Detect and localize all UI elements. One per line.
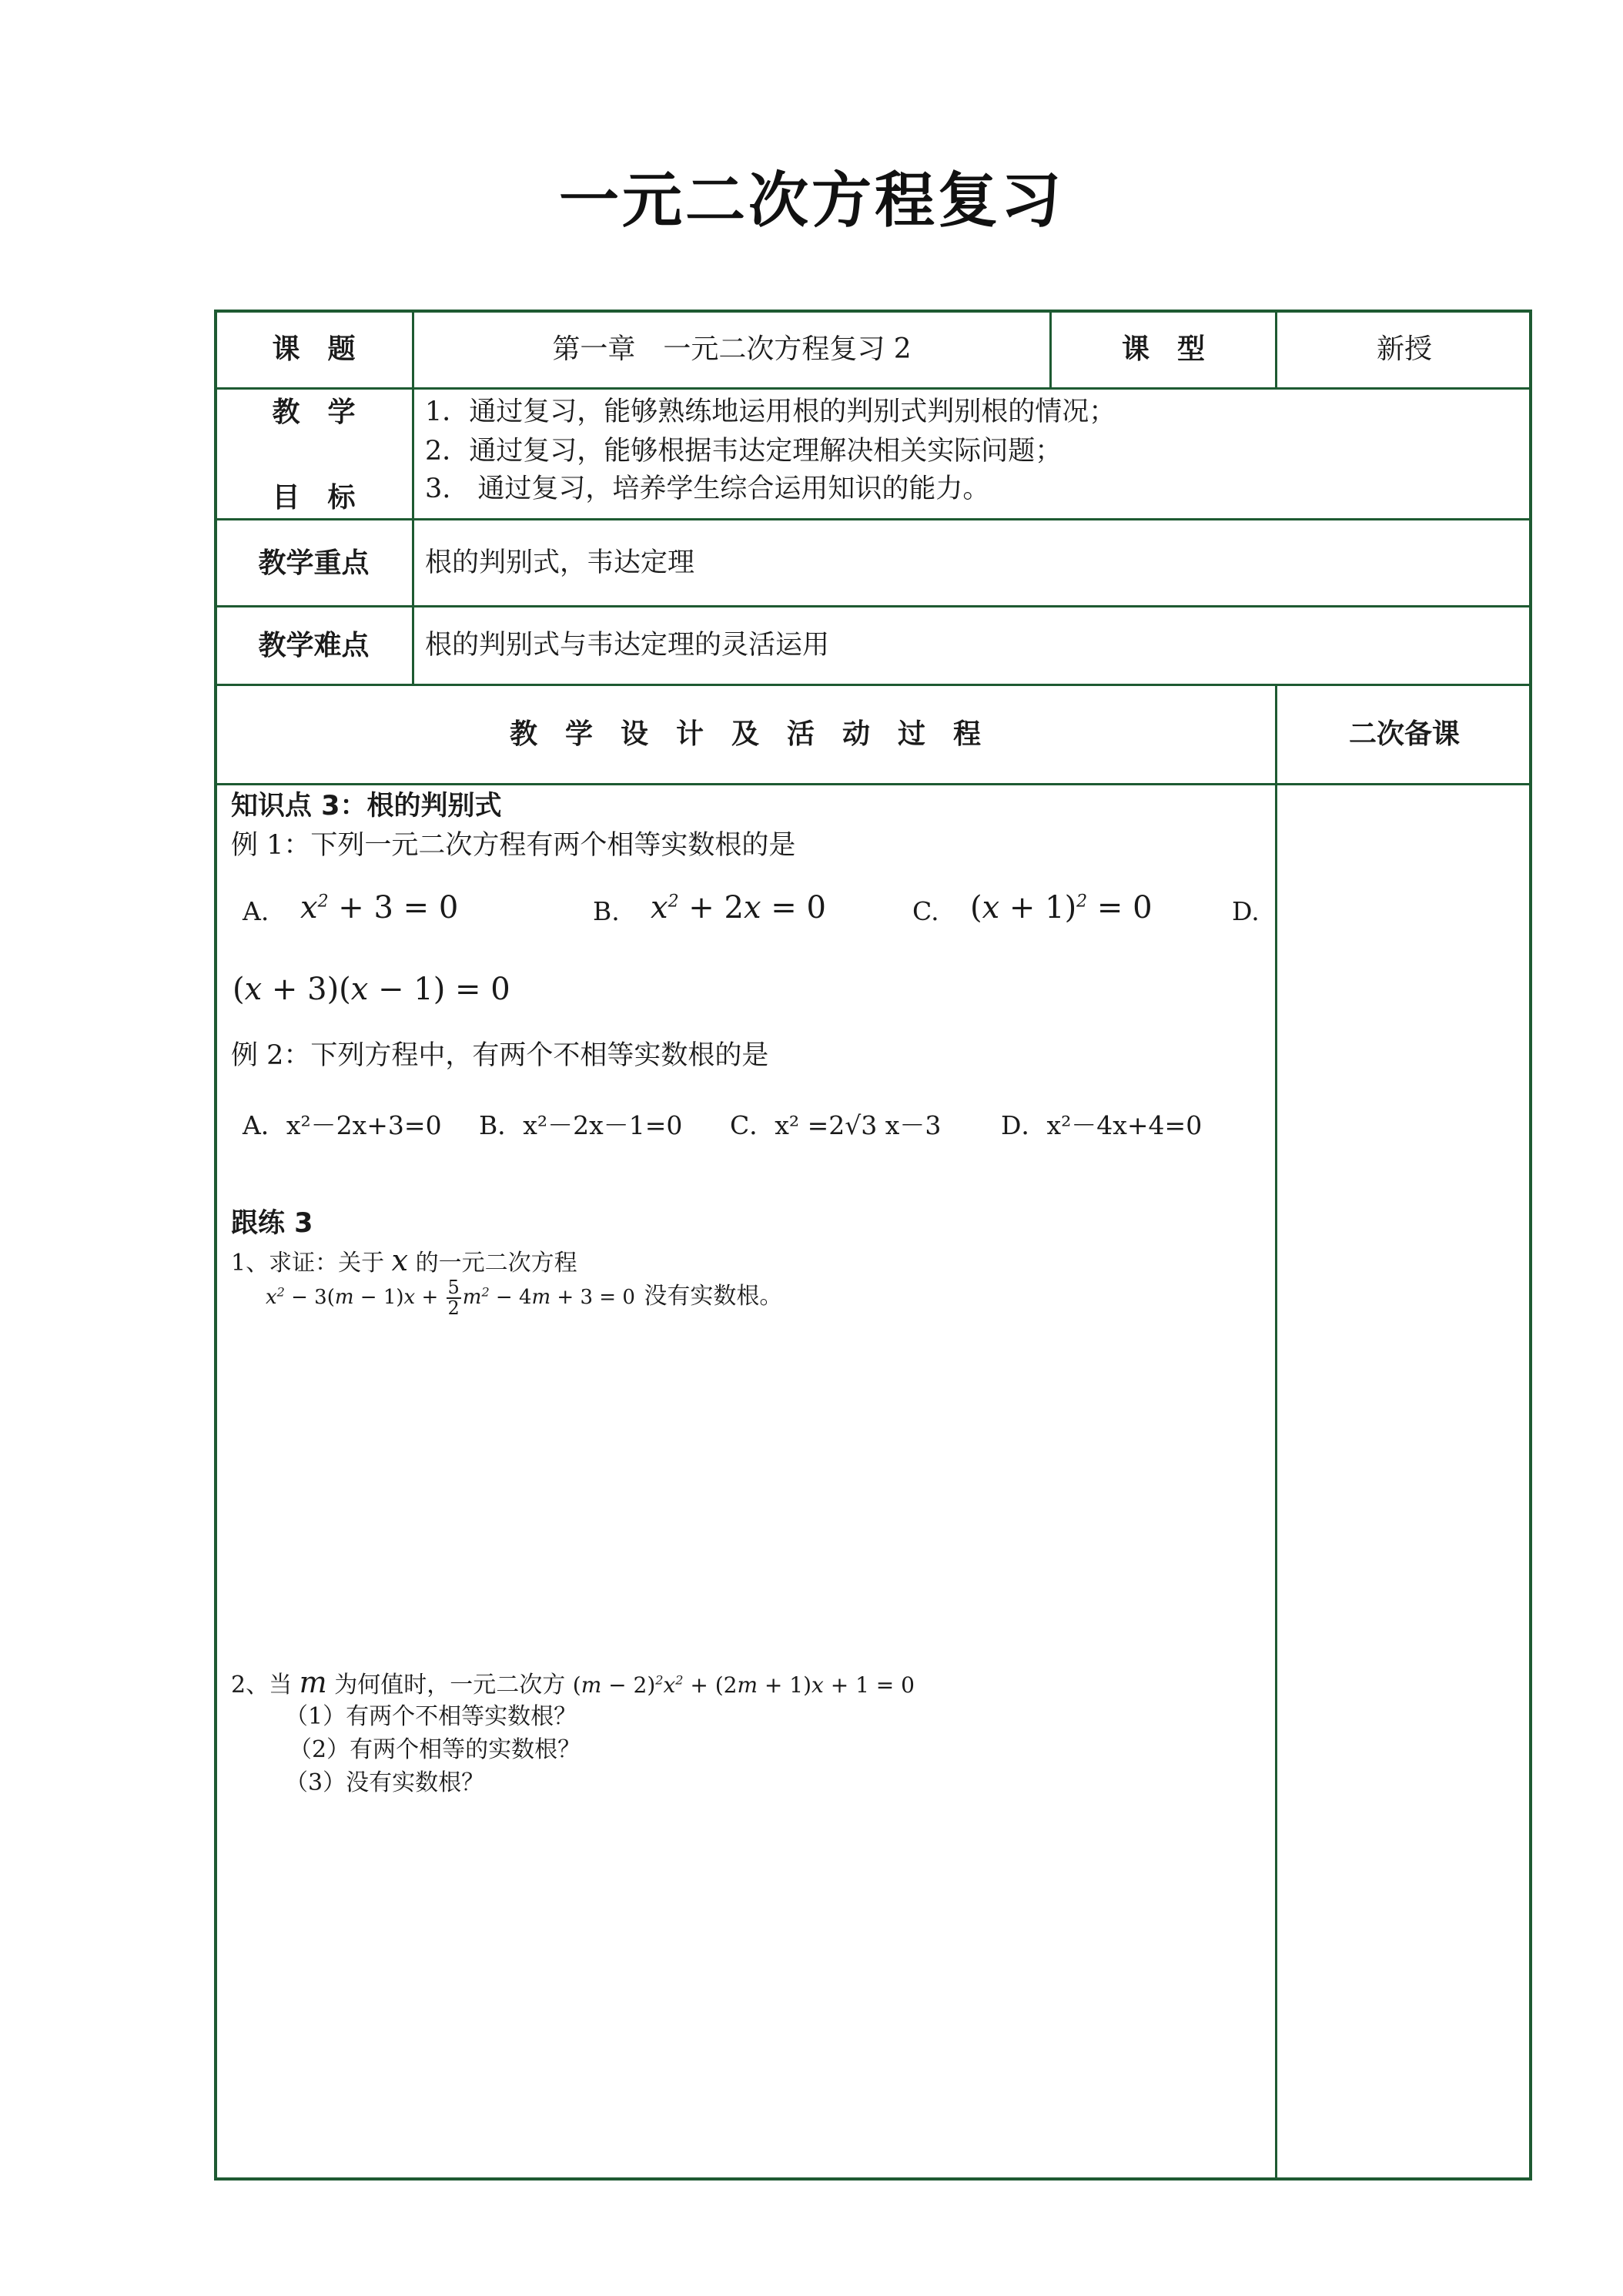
process-header: 教 学 设 计 及 活 动 过 程 — [509, 718, 981, 750]
equation: (x + 3)(x − 1) = 0 — [233, 972, 510, 1007]
practice-2 — [231, 1665, 915, 1701]
practice-1 — [231, 1243, 577, 1279]
row-divider — [214, 783, 1532, 785]
type-value: 新授 — [1376, 333, 1432, 365]
second-prep-header: 二次备课 — [1348, 718, 1460, 750]
example-2-option: C．x² =2√3 x－3 — [730, 1110, 942, 1140]
variable-x: x — [391, 1243, 409, 1277]
example-1-question: 例 1：下列一元二次方程有两个相等实数根的是 — [231, 830, 796, 861]
practice-1-suffix: 的一元二次方程 — [415, 1250, 577, 1277]
option-label: C. — [912, 896, 939, 926]
row-divider — [214, 684, 1532, 686]
equation: $(m - 2)^2x^2 + (2m + 1)x + 1 = 0$ — [572, 1672, 915, 1698]
objectives-label-1: 教 学 — [272, 397, 356, 428]
practice-1-prefix: 1、求证：关于 — [231, 1250, 385, 1277]
variable-m: m — [299, 1665, 327, 1699]
example-2-question: 例 2：下列方程中，有两个不相等实数根的是 — [231, 1040, 769, 1071]
example-2-option: D．x²－4x+4=0 — [1001, 1110, 1203, 1140]
practice-title: 跟练 3 — [231, 1208, 313, 1239]
option-label: B. — [593, 896, 620, 926]
knowledge-point-title: 知识点 3：根的判别式 — [231, 791, 502, 822]
document-title: 一元二次方程复习 — [558, 166, 1064, 236]
practice-2-item: （3）没有实数根？ — [285, 1769, 485, 1796]
practice-2-prefix: 2、当 — [231, 1672, 293, 1699]
objective-item: 2．通过复习，能够根据韦达定理解决相关实际问题； — [425, 436, 1062, 467]
difficulties-value: 根的判别式与韦达定理的灵活运用 — [425, 630, 830, 661]
key-points-label: 教学重点 — [258, 547, 370, 579]
example-2-option: B．x²－2x－1=0 — [479, 1110, 683, 1140]
topic-value: 第一章 一元二次方程复习 2 — [552, 333, 912, 365]
equation: $x^2 + 3 = 0$ — [300, 890, 459, 925]
equation: $x^2 - 3(m - 1)x$ + $\frac{5}{2}$ $m^2 - 4m + 3 = 0$ — [266, 1277, 635, 1320]
practice-2-suffix: 为何值时，一元二次方 — [334, 1672, 566, 1699]
topic-label: 课 题 — [272, 333, 356, 365]
equation: $(x + 1)^2 = 0$ — [970, 890, 1153, 925]
practice-2-item: （1）有两个不相等实数根？ — [285, 1703, 577, 1730]
practice-1-tail: 没有实数根。 — [644, 1283, 783, 1310]
objectives-label-2: 目 标 — [272, 482, 356, 514]
col-divider — [1275, 684, 1277, 2181]
equation: $x^2 + 2x = 0$ — [651, 890, 826, 925]
key-points-value: 根的判别式，韦达定理 — [425, 547, 695, 578]
option-label: A. — [243, 896, 269, 926]
example-2-option: A．x²－2x+3=0 — [243, 1110, 442, 1140]
type-label: 课 型 — [1121, 333, 1205, 365]
option-label: D. — [1232, 896, 1260, 926]
objective-item: 3. 通过复习，培养学生综合运用知识的能力。 — [425, 474, 990, 504]
difficulties-label: 教学难点 — [258, 630, 370, 661]
practice-1-equation-line — [266, 1278, 782, 1318]
practice-2-item: （2）有两个相等的实数根？ — [289, 1736, 581, 1763]
objective-item: 1．通过复习，能够熟练地运用根的判别式判别根的情况； — [425, 397, 1116, 427]
